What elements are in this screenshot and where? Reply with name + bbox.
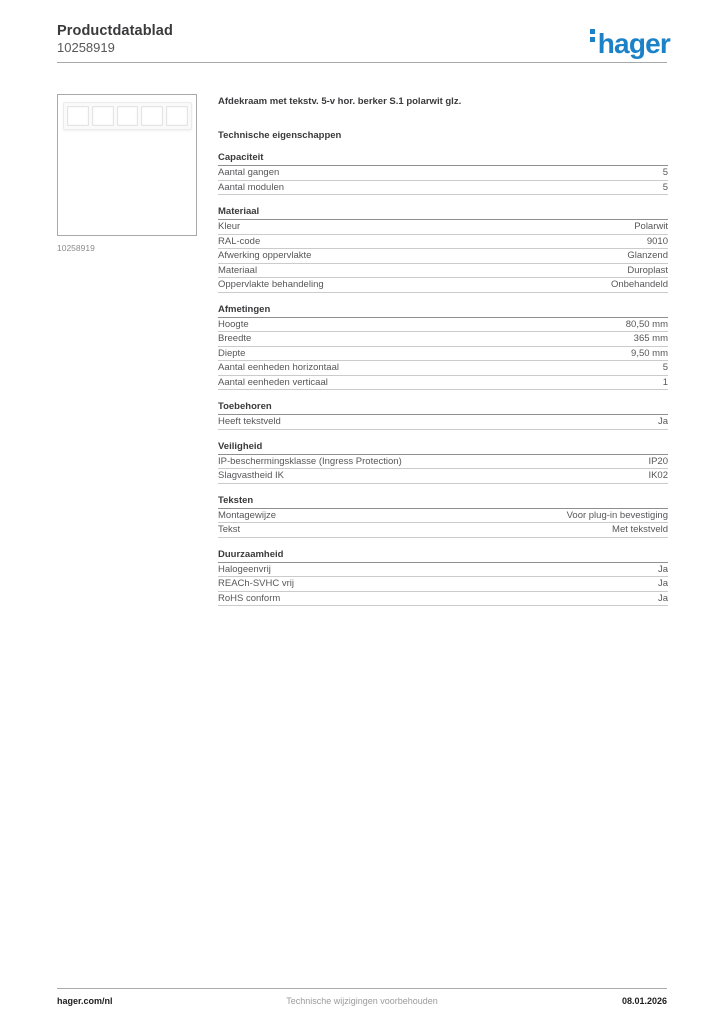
spec-value: 5 [662, 362, 668, 373]
spec-label: Hoogte [218, 318, 249, 330]
spec-label: Materiaal [218, 264, 258, 276]
spec-value: Onbehandeld [610, 279, 668, 290]
section-heading: Afmetingen [218, 305, 668, 318]
spec-label: Slagvastheid IK [218, 470, 285, 481]
spec-row [218, 332, 668, 347]
spec-label: Aantal eenheden verticaal [218, 376, 328, 388]
footer-disclaimer: Technische wijzigingen voorbehouden [286, 996, 438, 1006]
spec-row [218, 563, 668, 578]
section-rows [218, 166, 668, 195]
section-heading: Toebehoren [218, 402, 668, 415]
spec-row [218, 455, 668, 470]
spec-label: REACh-SVHC vrij [218, 578, 295, 589]
spec-row [218, 361, 668, 376]
section-heading: Veiligheid [218, 442, 668, 455]
spec-row [218, 415, 668, 430]
spec-row [218, 577, 668, 592]
header [57, 23, 173, 55]
spec-row [218, 347, 668, 362]
spec-value: 5 [662, 181, 668, 193]
spec-section [218, 153, 668, 195]
footer [57, 996, 667, 1008]
section-rows [218, 318, 668, 391]
spec-row [218, 220, 668, 235]
spec-label: Halogeenvrij [218, 563, 271, 575]
spec-value: Glanzend [627, 250, 668, 261]
product-image [57, 94, 197, 236]
spec-value: Voor plug-in bevestiging [566, 509, 668, 521]
spec-row [218, 376, 668, 391]
spec-label: Aantal modulen [218, 181, 285, 193]
frame-opening [141, 106, 163, 126]
spec-row [218, 509, 668, 524]
spec-row [218, 469, 668, 484]
spec-label: Afwerking oppervlakte [218, 250, 312, 261]
page-title: Productdatablad [57, 23, 173, 39]
spec-row [218, 523, 668, 538]
spec-value: 1 [662, 376, 668, 388]
section-heading: Capaciteit [218, 153, 668, 166]
spec-row [218, 278, 668, 293]
spec-value: 80,50 mm [625, 318, 668, 330]
spec-section [218, 496, 668, 538]
spec-section [218, 550, 668, 607]
spec-row [218, 249, 668, 264]
product-description: Afdekraam met tekstv. 5-v hor. berker S.1 polarwit glz. [218, 96, 462, 107]
section-heading: Duurzaamheid [218, 550, 668, 563]
spec-label: Aantal gangen [218, 167, 280, 178]
section-rows [218, 563, 668, 607]
spec-label: IP-beschermingsklasse (Ingress Protection) [218, 455, 402, 467]
spec-row [218, 592, 668, 607]
spec-label: Oppervlakte behandeling [218, 279, 324, 290]
product-id: 10258919 [57, 40, 115, 55]
section-rows [218, 220, 668, 293]
spec-value: Ja [657, 563, 668, 575]
spec-row [218, 166, 668, 181]
spec-label: Montagewijze [218, 509, 277, 521]
spec-section [218, 402, 668, 430]
cover-frame-graphic [63, 102, 192, 130]
spec-value: 9,50 mm [631, 347, 668, 359]
footer-divider [57, 988, 667, 989]
spec-section [218, 207, 668, 293]
section-rows [218, 509, 668, 538]
spec-row [218, 181, 668, 196]
spec-value: 365 mm [633, 333, 668, 344]
spec-value: Met tekstveld [612, 524, 668, 535]
spec-section [218, 305, 668, 391]
frame-opening [67, 106, 89, 126]
footer-date: 08.01.2026 [621, 996, 667, 1006]
logo-text: hager [597, 28, 670, 59]
spec-row [218, 235, 668, 250]
spec-value: IK02 [648, 470, 668, 481]
spec-value: Polarwit [634, 221, 668, 232]
section-heading: Teksten [218, 496, 668, 509]
spec-value: Ja [657, 578, 668, 589]
footer-website-link[interactable]: hager.com/nl [57, 996, 113, 1006]
header-divider [57, 62, 667, 63]
spec-value: Ja [657, 592, 668, 604]
spec-value: IP20 [648, 455, 668, 467]
hager-logo [590, 27, 670, 59]
section-rows [218, 415, 668, 430]
spec-row [218, 264, 668, 279]
section-rows [218, 455, 668, 484]
section-heading: Materiaal [218, 207, 668, 220]
spec-label: Breedte [218, 333, 252, 344]
spec-label: RAL-code [218, 235, 261, 247]
specs-title: Technische eigenschappen [218, 130, 342, 141]
spec-sections [218, 153, 668, 606]
spec-value: Duroplast [627, 264, 668, 276]
spec-label: Diepte [218, 347, 246, 359]
spec-label: RoHS conform [218, 592, 281, 604]
spec-label: Tekst [218, 524, 241, 535]
spec-label: Heeft tekstveld [218, 416, 281, 427]
image-caption: 10258919 [57, 243, 95, 253]
spec-value: 5 [662, 167, 668, 178]
spec-label: Kleur [218, 221, 241, 232]
spec-label: Aantal eenheden horizontaal [218, 362, 339, 373]
frame-opening [166, 106, 188, 126]
spec-row [218, 318, 668, 333]
frame-opening [117, 106, 139, 126]
logo-colon-icon [590, 29, 595, 43]
spec-section [218, 442, 668, 484]
spec-value: Ja [657, 416, 668, 427]
spec-value: 9010 [646, 235, 668, 247]
spec-column [218, 93, 668, 606]
frame-opening [92, 106, 114, 126]
